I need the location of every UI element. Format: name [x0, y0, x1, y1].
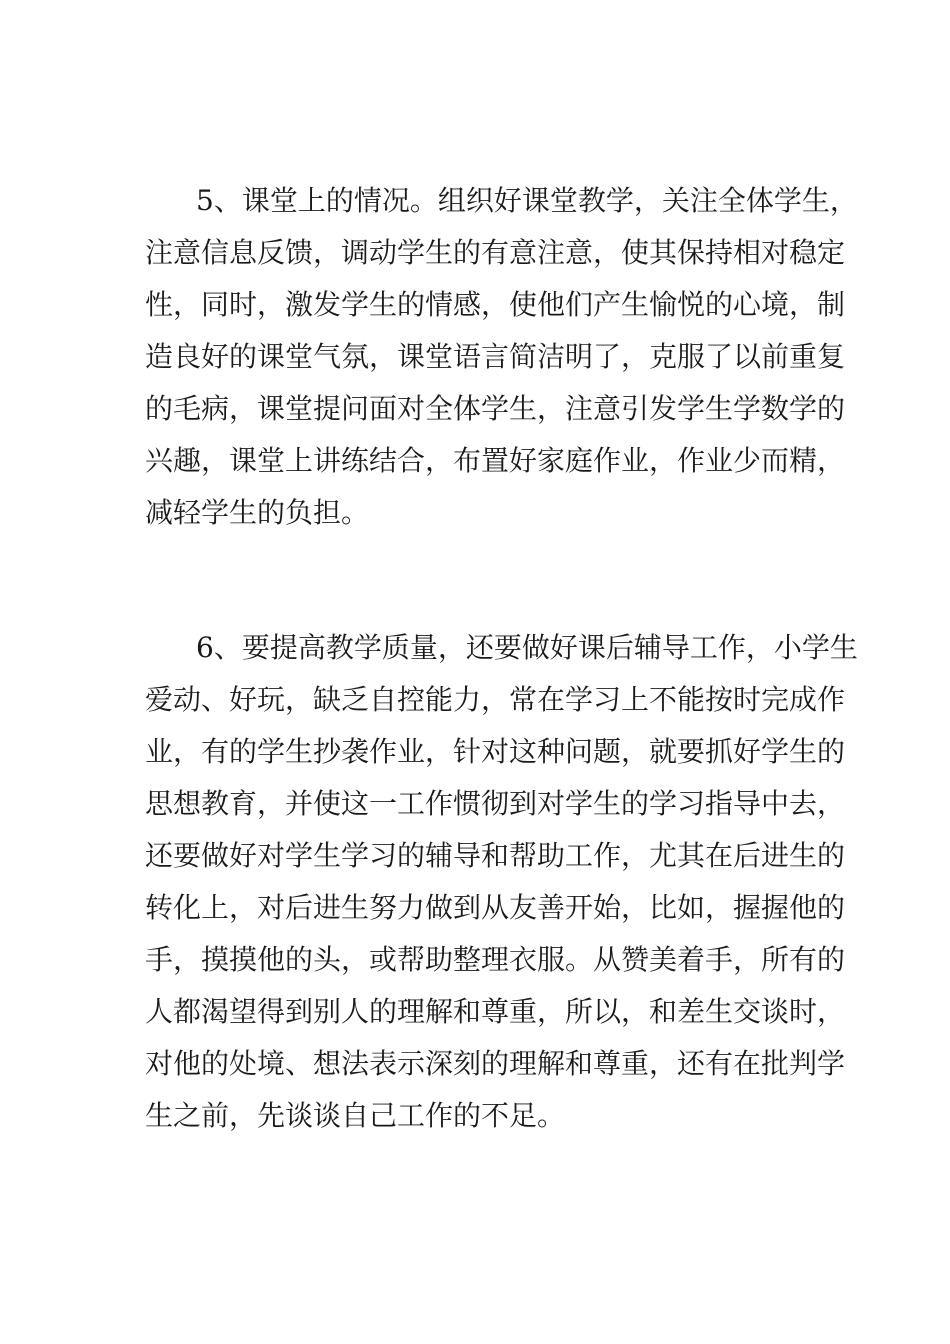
paragraph-line: 减轻学生的负担。 — [145, 496, 370, 529]
paragraph-line: 人都渴望得到别人的理解和尊重，所以，和差生交谈时， — [145, 995, 846, 1028]
paragraph-line: 5、课堂上的情况。组织好课堂教学，关注全体学生， — [196, 184, 858, 217]
paragraph-line: 业，有的学生抄袭作业，针对这种问题，就要抓好学生的 — [145, 735, 846, 768]
paragraph-line: 造良好的课堂气氛，课堂语言简洁明了，克服了以前重复 — [145, 340, 846, 373]
paragraph-line: 兴趣，课堂上讲练结合，布置好家庭作业，作业少而精， — [145, 444, 846, 477]
paragraph-line: 6、要提高教学质量，还要做好课后辅导工作，小学生 — [196, 631, 858, 664]
paragraph-line: 还要做好对学生学习的辅导和帮助工作，尤其在后进生的 — [145, 839, 846, 872]
paragraph-line: 思想教育，并使这一工作惯彻到对学生的学习指导中去， — [145, 787, 846, 820]
paragraph-line: 注意信息反馈，调动学生的有意注意，使其保持相对稳定 — [145, 236, 846, 269]
paragraph-line: 生之前，先谈谈自己工作的不足。 — [145, 1099, 566, 1132]
paragraph-line: 转化上，对后进生努力做到从友善开始，比如，握握他的 — [145, 891, 846, 924]
paragraph-line: 性，同时，激发学生的情感，使他们产生愉悦的心境，制 — [145, 288, 846, 321]
paragraph-line: 的毛病，课堂提问面对全体学生，注意引发学生学数学的 — [145, 392, 846, 425]
paragraph-line: 对他的处境、想法表示深刻的理解和尊重，还有在批判学 — [145, 1047, 846, 1080]
paragraph-line: 爱动、好玩，缺乏自控能力，常在学习上不能按时完成作 — [145, 683, 846, 716]
paragraph-line: 手，摸摸他的头，或帮助整理衣服。从赞美着手，所有的 — [145, 943, 846, 976]
